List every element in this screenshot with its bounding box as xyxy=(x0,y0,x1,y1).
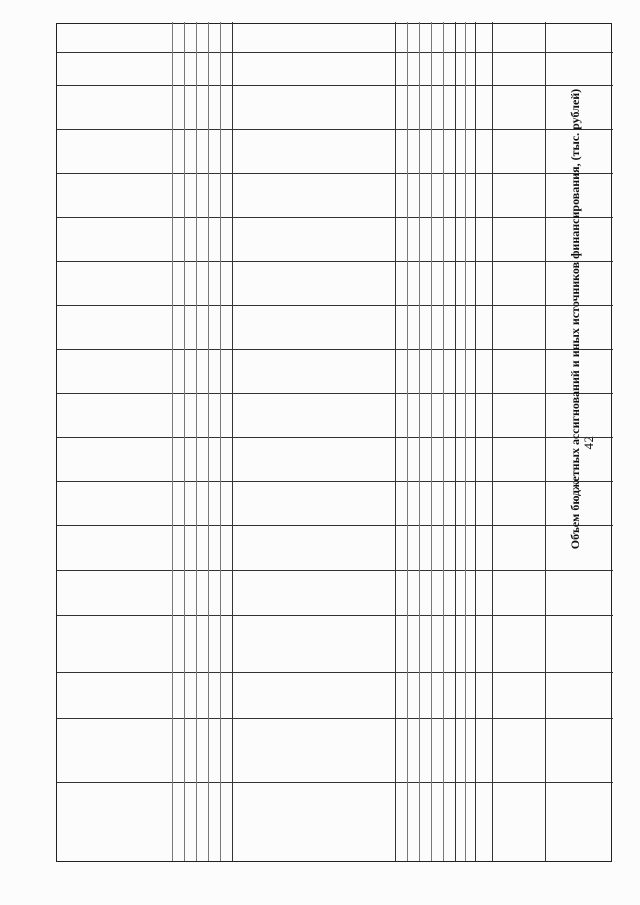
column-divider xyxy=(57,393,613,394)
years-divider xyxy=(492,22,493,861)
column-divider xyxy=(57,437,613,438)
column-divider xyxy=(57,782,613,783)
column-divider xyxy=(57,261,613,262)
column-divider xyxy=(57,525,613,526)
row-divider xyxy=(196,22,197,861)
rotated-table-sheet xyxy=(56,23,612,862)
row-divider xyxy=(407,22,408,861)
row-divider xyxy=(431,22,432,861)
row-divider xyxy=(455,22,456,861)
row-divider xyxy=(443,22,444,861)
column-divider xyxy=(57,173,613,174)
funding-header: Объем бюджетных ассигнований и иных источников финансирования, (тыс. рублей) xyxy=(567,88,582,550)
column-divider xyxy=(57,305,613,306)
column-divider xyxy=(57,718,613,719)
row-divider xyxy=(220,22,221,861)
row-divider xyxy=(232,22,233,861)
column-divider xyxy=(57,217,613,218)
row-divider xyxy=(172,22,173,861)
budget-table xyxy=(56,23,612,862)
column-divider xyxy=(57,570,613,571)
column-divider xyxy=(57,129,613,130)
header-divider xyxy=(545,22,546,861)
row-divider xyxy=(419,22,420,861)
row-divider xyxy=(395,22,396,861)
column-divider xyxy=(57,349,613,350)
page-number: 42 xyxy=(581,435,596,450)
column-divider xyxy=(57,52,613,53)
column-divider xyxy=(57,672,613,673)
row-divider xyxy=(465,22,466,861)
column-numbers-divider xyxy=(475,22,476,861)
column-divider xyxy=(57,85,613,86)
column-divider xyxy=(57,615,613,616)
row-divider xyxy=(184,22,185,861)
column-divider xyxy=(57,481,613,482)
row-divider xyxy=(208,22,209,861)
